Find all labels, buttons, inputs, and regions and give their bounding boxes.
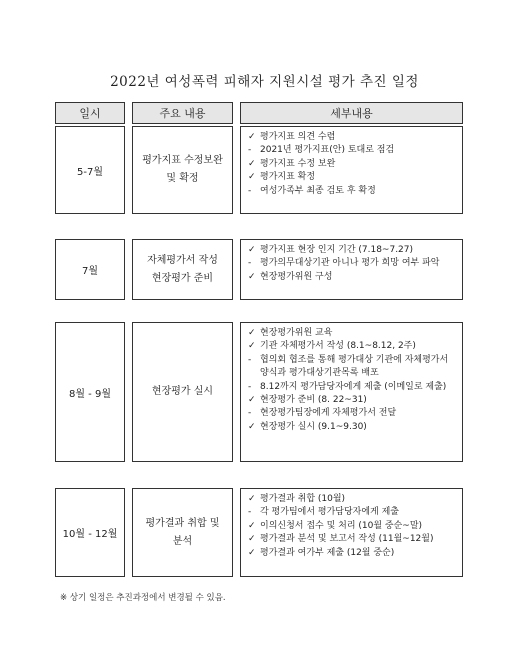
check-mark: ✓ [248,132,256,142]
check-mark: ✓ [248,271,256,282]
row-main-line: 평가결과 취합 및 [145,517,220,529]
check-mark: ✓ [248,520,256,531]
check-mark: ✓ [248,158,256,169]
schedule-row [55,126,463,214]
check-mark: ✓ [248,172,256,183]
row-details [240,239,463,300]
row-main-line: 분석 [172,535,193,547]
detail-item: ✓ 기관 자체평가서 작성 (8.1~8.12, 2주) [248,340,458,353]
dash-mark: - [248,408,252,419]
detail-item: ✓ 평가결과 여가부 제출 (12월 중순) [248,547,458,560]
detail-item: ✓ 현장평가 준비 (8. 22~31) [248,394,458,407]
detail-item: - 8.12까지 평가담당자에게 제출 (이메일로 제출) [248,381,458,394]
detail-item: ✓ 현장평가위원 구성 [248,271,458,284]
row-date: 5-7월 [55,126,125,214]
detail-item: ✓ 평가지표 수정 보완 [248,158,458,171]
dash-mark: - [248,258,252,269]
schedule-row [55,239,463,300]
footnote: ※ 상기 일정은 추진과정에서 변경될 수 있음. [60,593,226,603]
detail-item: - 협의회 협조를 통해 평가대상 기관에 자체평가서 [248,354,458,367]
row-main [132,126,233,214]
detail-item: - 평가의무대상기관 아니나 평가 희망 여부 파악 [248,257,458,270]
check-mark: ✓ [248,421,256,432]
detail-item: ✓ 평가지표 현장 인지 기간 (7.18~7.27) [248,244,458,257]
detail-item: ✓ 현장평가 실시 (9.1~9.30) [248,421,458,434]
detail-item: - 여성가족부 최종 검토 후 확정 [248,185,458,198]
row-main-line: 및 확정 [166,173,199,184]
detail-item: ✓ 현장평가위원 교육 [248,327,458,340]
detail-item: ✓ 평가결과 취합 (10월) [248,493,458,506]
dash-mark: - [248,145,252,156]
row-date: 10월 - 12월 [55,488,125,577]
detail-item-continued: 양식과 평가대상기관목록 배포 [260,368,379,379]
header-detail: 세부내용 [240,102,463,124]
check-mark: ✓ [248,341,256,352]
row-main [132,322,233,462]
dash-mark: - [248,354,252,365]
check-mark: ✓ [248,328,256,338]
check-mark: ✓ [248,494,256,504]
detail-item: ✓ 평가결과 분석 및 보고서 작성 (11월~12월) [248,533,458,546]
check-mark: ✓ [248,395,256,406]
document-title: 2022년 여성폭력 피해자 지원시설 평가 추진 일정 [110,74,419,90]
row-details [240,488,463,577]
detail-item: - 각 평가팀에서 평가담당자에게 제출 [248,506,458,519]
row-date: 8월 - 9월 [55,322,125,462]
check-mark: ✓ [248,534,256,545]
row-details [240,126,463,214]
row-main-line: 현장평가 실시 [151,386,214,397]
row-main [132,488,233,577]
dash-mark: - [248,381,252,392]
schedule-row [55,488,463,577]
dash-mark: - [248,185,252,196]
check-mark: ✓ [248,245,256,255]
detail-item: - 현장평가팀장에게 자체평가서 전달 [248,407,458,420]
check-mark: ✓ [248,547,256,558]
row-main [132,239,233,300]
detail-item: ✓ 평가지표 의견 수렴 [248,131,458,144]
row-details [240,322,463,462]
detail-item: ✓ 이의신청서 접수 및 처리 (10월 중순~말) [248,520,458,533]
row-date: 7월 [55,239,125,300]
schedule-row [55,322,463,462]
detail-item: ✓ 평가지표 확정 [248,171,458,184]
detail-item: - 2021년 평가지표(안) 토대로 점검 [248,144,458,157]
dash-mark: - [248,507,252,518]
row-main-line: 평가지표 수정보완 [142,155,223,166]
row-main-line: 현장평가 준비 [151,272,214,284]
row-main-line: 자체평가서 작성 [147,254,218,266]
header-main: 주요 내용 [132,102,233,124]
header-date: 일시 [55,102,125,124]
